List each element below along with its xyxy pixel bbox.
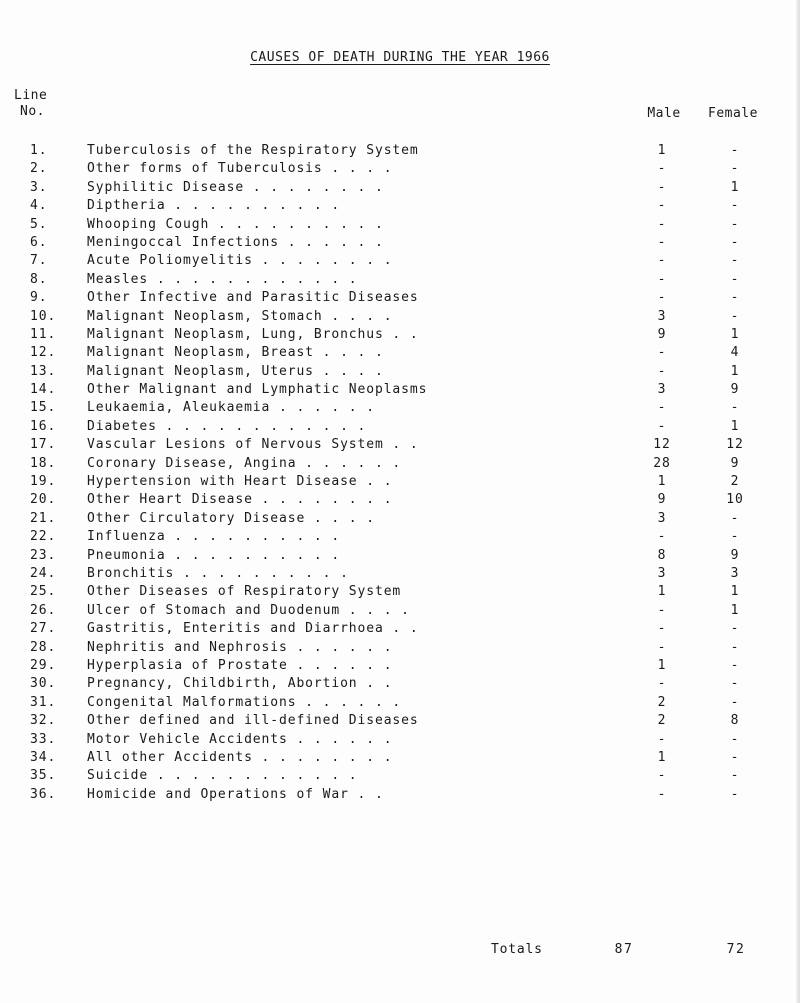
cause-of-death: Acute Poliomyelitis . . . . . . . . [87, 253, 393, 269]
table-row [0, 548, 800, 566]
line-number: 34. [30, 749, 57, 765]
line-number: 2. [30, 161, 48, 177]
table-row [0, 272, 800, 290]
line-number: 32. [30, 713, 57, 729]
causes-table [0, 143, 800, 805]
line-number: 15. [30, 400, 57, 416]
table-row [0, 750, 800, 768]
line-number: 18. [30, 455, 57, 471]
male-count: 28 [653, 455, 671, 471]
line-number: 36. [30, 786, 57, 802]
table-row [0, 235, 800, 253]
line-number: 22. [30, 529, 57, 545]
cause-of-death: Nephritis and Nephrosis . . . . . . [87, 639, 393, 655]
female-count: - [730, 731, 740, 747]
female-count: 8 [730, 713, 740, 729]
male-count: 1 [657, 584, 667, 600]
line-number: 3. [30, 179, 48, 195]
cause-of-death: Pregnancy, Childbirth, Abortion . . [87, 676, 393, 692]
line-number: 27. [30, 621, 57, 637]
table-row [0, 198, 800, 216]
totals-label: Totals [491, 942, 543, 957]
table-row [0, 529, 800, 547]
line-number: 28. [30, 639, 57, 655]
header-line: Line [14, 88, 48, 103]
male-count: 9 [657, 492, 667, 508]
header-no: No. [20, 104, 45, 119]
cause-of-death: Coronary Disease, Angina . . . . . . [87, 455, 402, 471]
female-count: - [730, 271, 740, 287]
table-row [0, 382, 800, 400]
female-count: - [730, 143, 740, 158]
table-row [0, 566, 800, 584]
male-count: - [657, 198, 667, 214]
female-count: - [730, 234, 740, 250]
male-count: - [657, 161, 667, 177]
male-count: - [657, 621, 667, 637]
male-count: - [657, 271, 667, 287]
male-count: - [657, 179, 667, 195]
cause-of-death: Influenza . . . . . . . . . . [87, 529, 341, 545]
table-row [0, 713, 800, 731]
cause-of-death: Other Malignant and Lymphatic Neoplasms [87, 382, 428, 398]
female-count: 1 [730, 602, 740, 618]
table-row [0, 584, 800, 602]
male-count: - [657, 731, 667, 747]
line-number: 35. [30, 768, 57, 784]
cause-of-death: Other forms of Tuberculosis . . . . [87, 161, 393, 177]
line-number: 33. [30, 731, 57, 747]
female-count: - [730, 749, 740, 765]
cause-of-death: Whooping Cough . . . . . . . . . . [87, 216, 384, 232]
page-edge-shadow [796, 0, 800, 1003]
male-count: 1 [657, 474, 667, 490]
table-row [0, 640, 800, 658]
cause-of-death: Suicide . . . . . . . . . . . . [87, 768, 358, 784]
header-female: Female [708, 106, 758, 121]
table-row [0, 621, 800, 639]
cause-of-death: Ulcer of Stomach and Duodenum . . . . [87, 602, 410, 618]
female-count: 1 [730, 326, 740, 342]
table-row [0, 253, 800, 271]
female-count: 9 [730, 382, 740, 398]
header-male: Male [647, 106, 681, 121]
male-count: - [657, 786, 667, 802]
totals-male: 87 [614, 942, 634, 957]
line-number: 5. [30, 216, 48, 232]
male-count: 1 [657, 657, 667, 673]
table-row [0, 787, 800, 805]
cause-of-death: Other Diseases of Respiratory System [87, 584, 402, 600]
male-count: 3 [657, 308, 667, 324]
female-count: - [730, 694, 740, 710]
line-number: 11. [30, 326, 57, 342]
male-count: 3 [657, 510, 667, 526]
cause-of-death: Malignant Neoplasm, Breast . . . . [87, 345, 384, 361]
line-number: 23. [30, 547, 57, 563]
cause-of-death: Other Infective and Parasitic Diseases [87, 290, 419, 306]
table-row [0, 143, 800, 161]
line-number: 31. [30, 694, 57, 710]
female-count: - [730, 676, 740, 692]
cause-of-death: Congenital Malformations . . . . . . [87, 694, 402, 710]
female-count: 1 [730, 584, 740, 600]
female-count: - [730, 639, 740, 655]
female-count: - [730, 621, 740, 637]
male-count: 3 [657, 565, 667, 581]
male-count: - [657, 400, 667, 416]
male-count: 2 [657, 713, 667, 729]
table-row [0, 437, 800, 455]
cause-of-death: Hypertension with Heart Disease . . [87, 474, 393, 490]
line-number: 7. [30, 253, 48, 269]
table-row [0, 492, 800, 510]
line-number: 14. [30, 382, 57, 398]
line-number: 9. [30, 290, 48, 306]
table-row [0, 676, 800, 694]
male-count: - [657, 363, 667, 379]
female-count: - [730, 786, 740, 802]
male-count: - [657, 602, 667, 618]
cause-of-death: Motor Vehicle Accidents . . . . . . [87, 731, 393, 747]
cause-of-death: Diptheria . . . . . . . . . . [87, 198, 341, 214]
line-number: 6. [30, 234, 48, 250]
female-count: 4 [730, 345, 740, 361]
cause-of-death: Other Heart Disease . . . . . . . . [87, 492, 393, 508]
female-count: 1 [730, 418, 740, 434]
cause-of-death: Diabetes . . . . . . . . . . . . [87, 418, 367, 434]
female-count: 12 [726, 437, 744, 453]
male-count: - [657, 676, 667, 692]
cause-of-death: Vascular Lesions of Nervous System . . [87, 437, 419, 453]
line-number: 13. [30, 363, 57, 379]
male-count: - [657, 216, 667, 232]
table-row [0, 603, 800, 621]
line-number: 16. [30, 418, 57, 434]
female-count: - [730, 657, 740, 673]
page-title-text: CAUSES OF DEATH DURING THE YEAR 1966 [250, 50, 550, 65]
line-number: 24. [30, 565, 57, 581]
table-row [0, 327, 800, 345]
male-count: - [657, 639, 667, 655]
line-number: 29. [30, 657, 57, 673]
male-count: 1 [657, 143, 667, 158]
cause-of-death: Meningoccal Infections . . . . . . [87, 234, 384, 250]
female-count: 10 [726, 492, 744, 508]
cause-of-death: Tuberculosis of the Respiratory System [87, 143, 419, 158]
cause-of-death: Hyperplasia of Prostate . . . . . . [87, 657, 393, 673]
line-number: 4. [30, 198, 48, 214]
female-count: 1 [730, 179, 740, 195]
table-row [0, 732, 800, 750]
cause-of-death: Malignant Neoplasm, Uterus . . . . [87, 363, 384, 379]
table-row [0, 456, 800, 474]
female-count: - [730, 768, 740, 784]
cause-of-death: Malignant Neoplasm, Lung, Bronchus . . [87, 326, 419, 342]
totals-female: 72 [726, 942, 746, 957]
line-number: 19. [30, 474, 57, 490]
female-count: - [730, 198, 740, 214]
table-row [0, 511, 800, 529]
cause-of-death: Other defined and ill-defined Diseases [87, 713, 419, 729]
line-number: 8. [30, 271, 48, 287]
female-count: - [730, 400, 740, 416]
cause-of-death: Syphilitic Disease . . . . . . . . [87, 179, 384, 195]
page-title [0, 50, 800, 65]
line-number: 12. [30, 345, 57, 361]
male-count: 8 [657, 547, 667, 563]
female-count: 2 [730, 474, 740, 490]
cause-of-death: Measles . . . . . . . . . . . . [87, 271, 358, 287]
line-number: 26. [30, 602, 57, 618]
table-row [0, 180, 800, 198]
female-count: - [730, 529, 740, 545]
cause-of-death: Pneumonia . . . . . . . . . . [87, 547, 341, 563]
male-count: 9 [657, 326, 667, 342]
male-count: 1 [657, 749, 667, 765]
female-count: 1 [730, 363, 740, 379]
line-number: 25. [30, 584, 57, 600]
male-count: - [657, 345, 667, 361]
cause-of-death: Other Circulatory Disease . . . . [87, 510, 375, 526]
table-row [0, 474, 800, 492]
female-count: - [730, 161, 740, 177]
line-number: 20. [30, 492, 57, 508]
female-count: - [730, 290, 740, 306]
male-count: - [657, 768, 667, 784]
cause-of-death: Bronchitis . . . . . . . . . . [87, 565, 349, 581]
cause-of-death: Leukaemia, Aleukaemia . . . . . . [87, 400, 375, 416]
table-row [0, 217, 800, 235]
cause-of-death: Homicide and Operations of War . . [87, 786, 384, 802]
table-row [0, 364, 800, 382]
table-row [0, 290, 800, 308]
line-number: 21. [30, 510, 57, 526]
cause-of-death: Gastritis, Enteritis and Diarrhoea . . [87, 621, 419, 637]
female-count: - [730, 253, 740, 269]
female-count: - [730, 216, 740, 232]
female-count: 3 [730, 565, 740, 581]
female-count: 9 [730, 455, 740, 471]
table-row [0, 345, 800, 363]
male-count: - [657, 418, 667, 434]
line-number: 1. [30, 143, 48, 158]
table-row [0, 400, 800, 418]
male-count: 3 [657, 382, 667, 398]
female-count: - [730, 308, 740, 324]
male-count: 12 [653, 437, 671, 453]
line-number: 30. [30, 676, 57, 692]
table-row [0, 161, 800, 179]
line-number: 17. [30, 437, 57, 453]
cause-of-death: All other Accidents . . . . . . . . [87, 749, 393, 765]
line-number: 10. [30, 308, 57, 324]
male-count: - [657, 529, 667, 545]
male-count: - [657, 290, 667, 306]
male-count: 2 [657, 694, 667, 710]
table-row [0, 309, 800, 327]
table-row [0, 419, 800, 437]
cause-of-death: Malignant Neoplasm, Stomach . . . . [87, 308, 393, 324]
table-row [0, 768, 800, 786]
male-count: - [657, 253, 667, 269]
female-count: - [730, 510, 740, 526]
table-row [0, 658, 800, 676]
table-row [0, 695, 800, 713]
female-count: 9 [730, 547, 740, 563]
male-count: - [657, 234, 667, 250]
